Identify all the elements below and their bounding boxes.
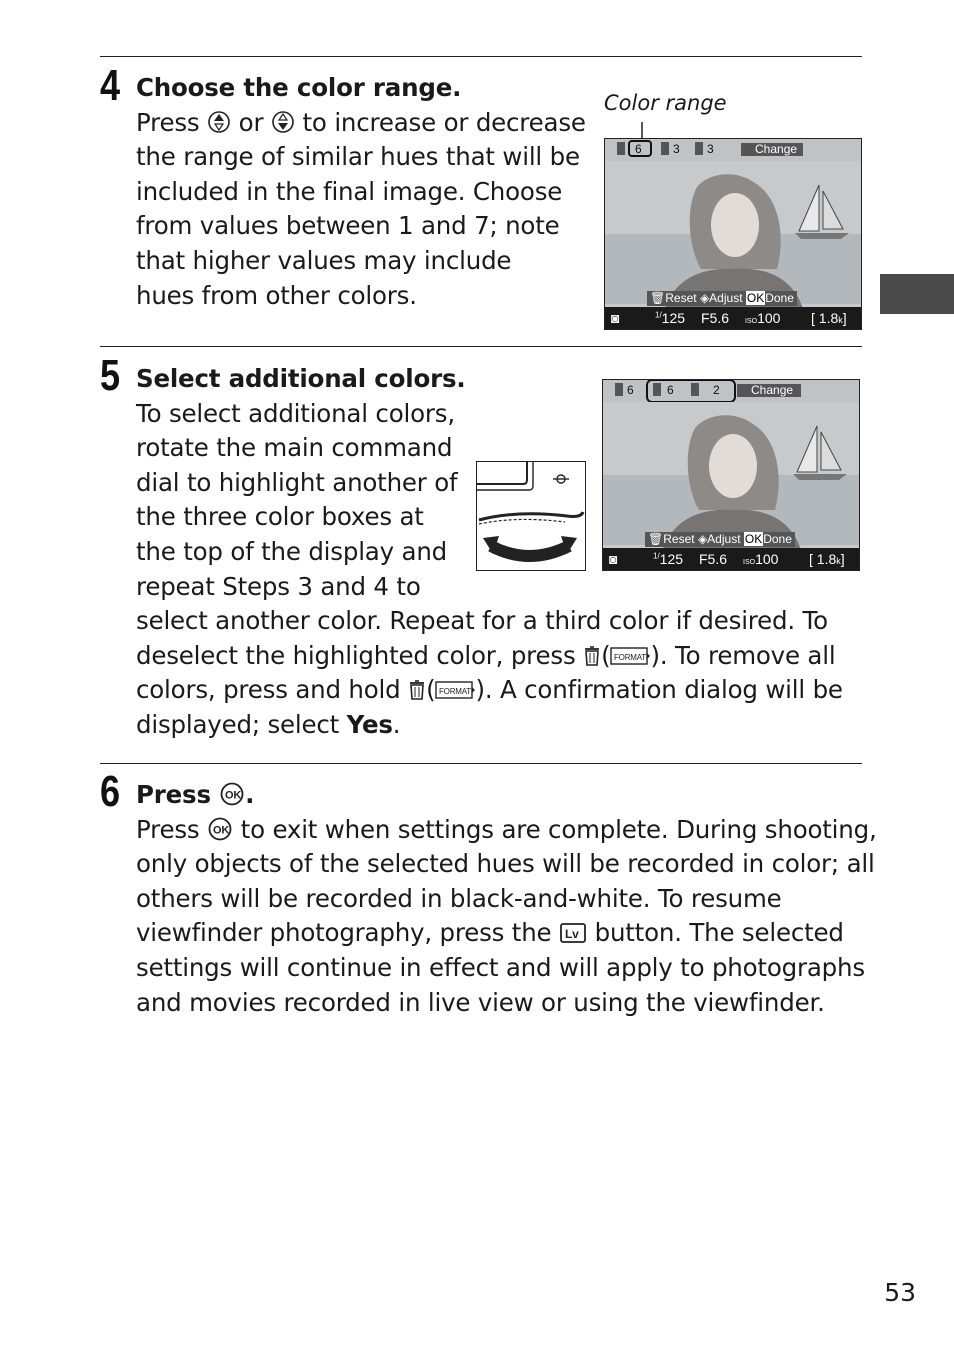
- format-icon: [610, 645, 650, 667]
- screen-a-box-1-value: 6: [635, 142, 642, 156]
- screen-b-box-2-value: 6: [667, 383, 674, 397]
- live-view-button-icon: [559, 922, 587, 944]
- svg-text:Lv: Lv: [565, 927, 579, 942]
- step-5-line-1: To select additional colors,: [136, 398, 455, 428]
- screen-a-top-bar: [605, 139, 861, 161]
- screen-b-info-bar: [603, 550, 859, 570]
- step-5-title: Select additional colors.: [136, 364, 466, 393]
- multi-selector-icon: ◈: [699, 291, 710, 305]
- delete-trash-icon: [583, 645, 601, 667]
- step-number-6: 6: [100, 767, 121, 816]
- camera-screen-color-range: [604, 138, 862, 330]
- multi-selector-down-icon: [271, 110, 295, 134]
- multi-selector-icon: ◈: [697, 532, 708, 546]
- multi-selector-up-icon: [207, 110, 231, 134]
- step-5-line-10: displayed; select Yes.: [136, 709, 401, 739]
- aperture: F5.6: [701, 310, 730, 326]
- yes-option: Yes: [346, 709, 393, 739]
- trash-icon: 🗑: [650, 291, 666, 305]
- svg-text:OK: OK: [225, 789, 242, 802]
- iso-value: ISO100: [743, 551, 779, 567]
- color-range-caption: Color range: [604, 91, 727, 115]
- iso-value: ISO100: [745, 310, 781, 326]
- step-4-line-6: hues from other colors.: [136, 280, 417, 310]
- step-5-line-8: deselect the highlighted color, press ( FORMAT ). To remove all: [136, 640, 836, 670]
- step-6-line-6: and movies recorded in live view or using the viewfinder.: [136, 987, 825, 1017]
- step-6-line-1: Press OK to exit when settings are complete. During shooting,: [136, 814, 877, 844]
- camera-screen-additional-colors: [602, 379, 860, 571]
- ok-button-icon: [207, 817, 233, 841]
- format-icon: [435, 679, 475, 701]
- screen-b-change-label: Change: [751, 383, 794, 397]
- step-number-5: 5: [100, 351, 121, 400]
- step-6-line-5: settings will continue in effect and will apply to photographs: [136, 952, 865, 982]
- svg-text:FORMAT: FORMAT: [439, 687, 472, 697]
- screen-a-info-bar: [605, 309, 861, 329]
- step-number-4: 4: [100, 61, 121, 110]
- step-4-line-4: from values between 1 and 7; note: [136, 211, 560, 241]
- main-command-dial-illustration: [476, 461, 586, 571]
- step-5-line-9: colors, press and hold ( FORMAT ). A confirmation dialog will be: [136, 675, 843, 705]
- step-4-title: Choose the color range.: [136, 73, 462, 102]
- divider-step6: [100, 763, 862, 764]
- step-6-line-2: only objects of the selected hues will be recorded in color; all: [136, 849, 875, 879]
- step-4-line-2: the range of similar hues that will be: [136, 142, 580, 172]
- step-4-line-5: that higher values may include: [136, 245, 512, 275]
- screen-a-change-label: Change: [755, 142, 798, 156]
- aperture: F5.6: [699, 551, 728, 567]
- screen-a-box-2-value: 3: [673, 142, 680, 156]
- delete-trash-icon: [408, 679, 426, 701]
- step-6-title: Press OK .: [136, 780, 255, 809]
- screen-b-box-3-value: 2: [713, 383, 720, 397]
- photo-mode-icon: ◙: [609, 551, 618, 567]
- step-5-line-2: rotate the main command: [136, 433, 453, 463]
- screen-b-box-1-value: 6: [627, 383, 634, 397]
- step-5-line-3: dial to highlight another of: [136, 467, 458, 497]
- remaining-shots: [ 1.8k]: [809, 551, 845, 567]
- divider-top: [100, 56, 862, 57]
- step-4-text: [136, 71, 586, 313]
- step-5-line-6: repeat Steps 3 and 4 to: [136, 571, 421, 601]
- shutter-speed: $^{1/}$125: [655, 310, 686, 326]
- step-6-text: [136, 778, 877, 1020]
- divider-step5: [100, 346, 862, 347]
- screen-b-hint-bar: 🗑Reset ◈Adjust OKDone: [645, 532, 795, 547]
- step-6-line-4: viewfinder photography, press the Lv button. The selected: [136, 918, 844, 948]
- svg-text:OK: OK: [213, 824, 230, 837]
- step-4-line-3: included in the final image. Choose: [136, 176, 563, 206]
- shutter-speed: $^{1/}$125: [653, 551, 684, 567]
- ok-button-icon: [219, 782, 245, 806]
- svg-text:FORMAT: FORMAT: [614, 652, 647, 662]
- step-4-line-1: Press or to increase or decrease: [136, 107, 586, 137]
- remaining-shots: [ 1.8k]: [811, 310, 847, 326]
- step-5-line-7: select another color. Repeat for a third color if desired. To: [136, 606, 828, 636]
- screen-b-top-bar: [603, 380, 859, 402]
- screen-a-box-3-value: 3: [707, 142, 714, 156]
- step-6-line-3: others will be recorded in black-and-white. To resume: [136, 883, 782, 913]
- page-number: 53: [884, 1278, 916, 1307]
- step-5-line-4: the three color boxes at: [136, 502, 424, 532]
- section-tab: [880, 274, 954, 314]
- trash-icon: 🗑: [648, 532, 664, 546]
- step-5-line-5: the top of the display and: [136, 536, 448, 566]
- screen-a-hint-bar: 🗑Reset ◈Adjust OKDone: [647, 291, 797, 306]
- photo-mode-icon: ◙: [611, 310, 620, 326]
